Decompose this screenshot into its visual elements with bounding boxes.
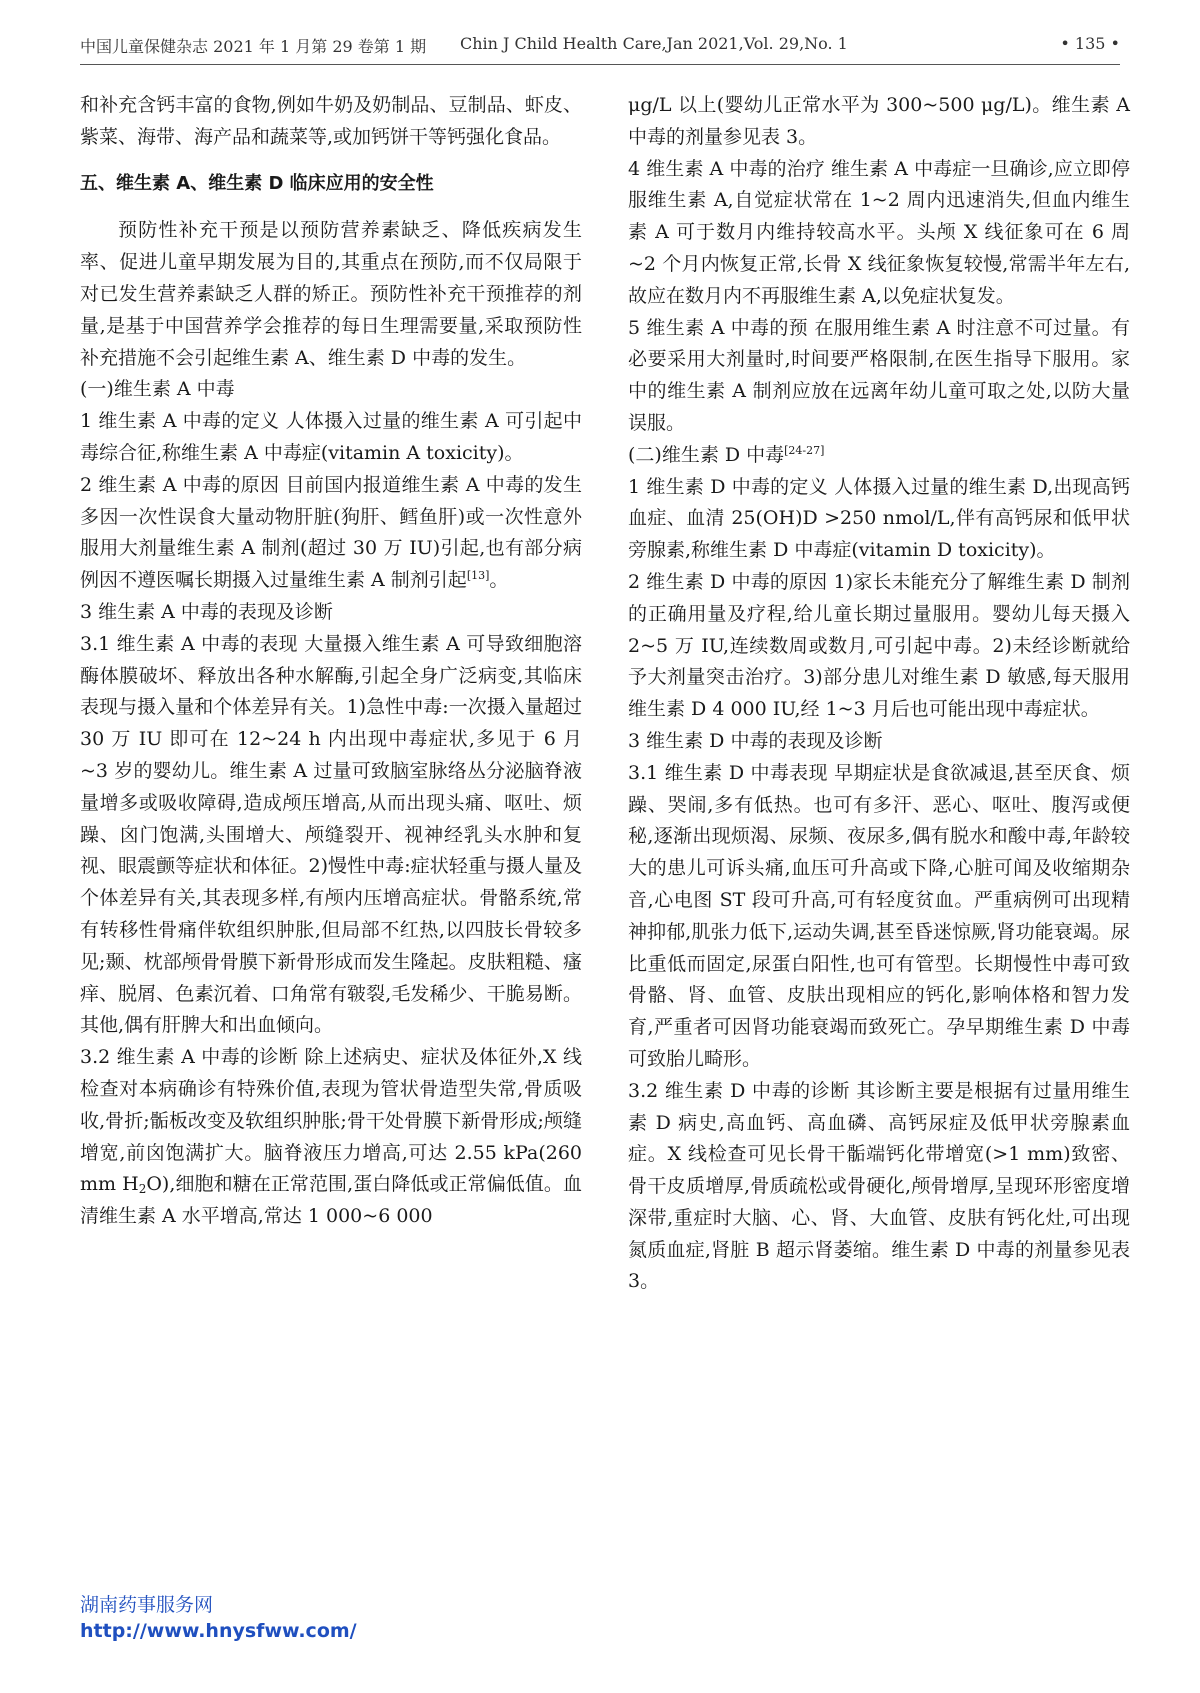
va-diagnosis-text-end: O),细胞和糖在正常范围,蛋白降低或正常偏低值。血清维生素 A 水平增高,常达 1 000~6 000 <box>80 1173 582 1228</box>
subsection-heading-vitamin-d <box>628 440 1130 472</box>
va-cause-text: 2 维生素 A 中毒的原因 目前国内报道维生素 A 中毒的发生多因一次性误食大量动物肝脏(狗肝、鳕鱼肝)或一次性意外服用大剂量维生素 A 制剂(超过 30 万 IU)引起,也有部分病例因不遵医嘱长期摄入过量维生素 A 制剂引起 <box>80 473 582 592</box>
va-cause-end: 。 <box>489 569 509 592</box>
left-column <box>80 90 582 1233</box>
citation-ref: [13] <box>466 569 490 583</box>
subsection-heading-vitamin-a: (一)维生素 A 中毒 <box>80 378 235 401</box>
citation-ref: [24-27] <box>784 443 825 457</box>
page-number: • 135 • <box>1060 34 1120 53</box>
section-heading: 五、维生素 A、维生素 D 临床应用的安全性 <box>80 172 434 194</box>
paragraph-intro: 预防性补充干预是以预防营养素缺乏、降低疾病发生率、促进儿童早期发展为目的,其重点在预防,而不仅局限于对已发生营养素缺乏人群的矫正。预防性补充干预推荐的剂量,是基于中国营养学会推荐的每日生理需要量,采取预防性补充措施不会引起维生素 A、维生素 D 中毒的发生。 <box>80 219 582 369</box>
paragraph-continuation: 和补充含钙丰富的食物,例如牛奶及奶制品、豆制品、虾皮、紫菜、海带、海产品和蔬菜等,或加钙饼干等钙强化食品。 <box>80 94 582 148</box>
va-diagnosis-text: 3.2 维生素 A 中毒的诊断 除上述病史、症状及体征外,X 线检查对本病确诊有特殊价值,表现为管状骨造型失常,骨质吸收,骨折;骺板改变及软组织肿胀;骨干处骨膜下新骨形成;颅缝增宽,前囟饱满扩大。脑脊液压力增高,可达 2.55 kPa(260 mm H <box>80 1046 582 1196</box>
vd-heading-text: (二)维生素 D 中毒 <box>628 443 785 466</box>
paragraph-vd-manifestation-heading: 3 维生素 D 中毒的表现及诊断 <box>628 729 883 752</box>
journal-issue-cn: 中国儿童保健杂志 2021 年 1 月第 29 卷第 1 期 <box>80 37 427 56</box>
paragraph-va-cause <box>80 470 582 597</box>
paragraph-vd-definition: 1 维生素 D 中毒的定义 人体摄入过量的维生素 D,出现高钙血症、血清 25(OH)D >250 nmol/L,伴有高钙尿和低甲状旁腺素,称维生素 D 中毒症(vitamin D toxicity)。 <box>628 475 1130 562</box>
paragraph-vd-manifestation: 3.1 维生素 D 中毒表现 早期症状是食欲减退,甚至厌食、烦躁、哭闹,多有低热。也可有多汗、恶心、呕吐、腹泻或便秘,逐渐出现烦渴、尿频、夜尿多,偶有脱水和酸中毒,年龄较大的患儿可诉头痛,血压可升高或下降,心脏可闻及收缩期杂音,心电图 ST 段可升高,可有轻度贫血。严重病例可出现精神抑郁,肌张力低下,运动失调,甚至昏迷惊厥,肾功能衰竭。尿比重低而固定,尿蛋白阳性,也可有管型。长期慢性中毒可致骨骼、肾、血管、皮肤出现相应的钙化,影响体格和智力发育,严重者可因肾功能衰竭而致死亡。孕早期维生素 D 中毒可致胎儿畸形。 <box>628 761 1130 1070</box>
paragraph-va-definition: 1 维生素 A 中毒的定义 人体摄入过量的维生素 A 可引起中毒综合征,称维生素 A 中毒症(vitamin A toxicity)。 <box>80 410 582 464</box>
paragraph-va-manifestation: 3.1 维生素 A 中毒的表现 大量摄入维生素 A 可导致细胞溶酶体膜破坏、释放出各种水解酶,引起全身广泛病变,其临床表现与摄入量和个体差异有关。1)急性中毒:一次摄入量超过 30 万 IU 即可在 12~24 h 内出现中毒症状,多见于 6 月~3 岁的婴幼儿。维生素 A 过量可致脑室脉络丛分泌脑脊液量增多或吸收障碍,造成颅压增高,从而出现头痛、呕吐、烦躁、囟门饱满,头围增大、颅缝裂开、视神经乳头水肿和复视、眼震颤等症状和体征。2)慢性中毒:症状轻重与摄人量及个体差异有关,其表现多样,有颅内压增高症状。骨骼系统,常有转移性骨痛伴软组织肿胀,但局部不红热,以四肢长骨较多见;颞、枕部颅骨骨膜下新骨形成而发生隆起。皮肤粗糙、瘙痒、脱屑、色素沉着、口角常有皲裂,毛发稀少、干脆易断。其他,偶有肝脾大和出血倾向。 <box>80 632 582 1037</box>
paragraph-vd-cause: 2 维生素 D 中毒的原因 1)家长未能充分了解维生素 D 制剂的正确用量及疗程,给儿童长期过量服用。婴幼儿每天摄入 2~5 万 IU,连续数周或数月,可引起中毒。2)未经诊断就给予大剂量突击治疗。3)部分患儿对维生素 D 敏感,每天服用维生素 D 4 000 IU,经 1~3 月后也可能出现中毒症状。 <box>628 570 1130 721</box>
running-header <box>80 30 1120 65</box>
paragraph-va-treatment: 4 维生素 A 中毒的治疗 维生素 A 中毒症一旦确诊,应立即停服维生素 A,自觉症状常在 1~2 周内迅速消失,但血内维生素 A 可于数月内维持较高水平。头颅 X 线征象可在 6 周~2 个月内恢复正常,长骨 X 线征象恢复较慢,常需半年左右,故应在数月内不再服维生素 A,以免症状复发。 <box>628 157 1130 307</box>
paragraph-va-prevention: 5 维生素 A 中毒的预 在服用维生素 A 时注意不可过量。有必要采用大剂量时,时间要严格限制,在医生指导下服用。家中的维生素 A 制剂应放在远离年幼儿童可取之处,以防大量误服。 <box>628 316 1130 434</box>
paragraph-va-manifestation-heading: 3 维生素 A 中毒的表现及诊断 <box>80 600 333 623</box>
paragraph-vd-diagnosis: 3.2 维生素 D 中毒的诊断 其诊断主要是根据有过量用维生素 D 病史,高血钙、高血磷、高钙尿症及低甲状旁腺素血症。X 线检查可见长骨干骺端钙化带增宽(>1 mm)致密、骨干皮质增厚,骨质疏松或骨硬化,颅骨增厚,呈现环形密度增深带,重症时大脑、心、肾、大血管、皮肤有钙化灶,可出现氮质血症,肾脏 B 超示肾萎缩。维生素 D 中毒的剂量参见表 3。 <box>628 1079 1130 1293</box>
paragraph-va-level: μg/L 以上(婴幼儿正常水平为 300~500 μg/L)。维生素 A 中毒的剂量参见表 3。 <box>628 94 1130 148</box>
paragraph-va-diagnosis <box>80 1042 582 1233</box>
journal-issue-en: Chin J Child Health Care,Jan 2021,Vol. 29,No. 1 <box>460 34 848 53</box>
subscript-2: 2 <box>138 1182 147 1197</box>
right-column <box>628 90 1130 1298</box>
watermark-footer <box>80 1592 357 1644</box>
site-url-link[interactable]: http://www.hnysfww.com/ <box>80 1620 357 1642</box>
site-name: 湖南药事服务网 <box>80 1594 214 1616</box>
